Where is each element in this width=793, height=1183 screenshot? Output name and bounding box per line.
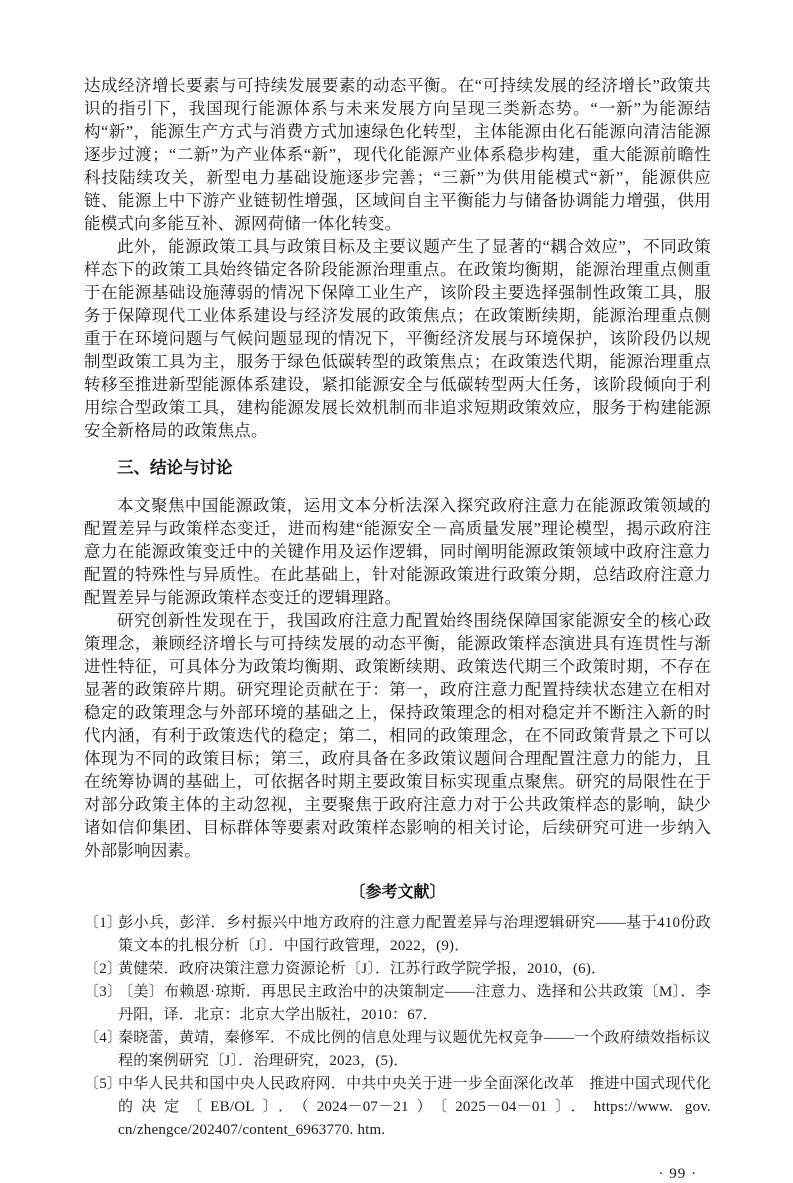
paragraph-summary: 本文聚焦中国能源政策，运用文本分析法深入探究政府注意力在能源政策领域的配置差异与政策样态变迁，进而构建“能源安全－高质量发展”理论模型，揭示政府注意力在能源政策变迁中的关键作用及运作逻辑，同时阐明能源政策领域中政府注意力配置的特殊性与异质性。在此基础上，针对能源政策进行政策分期，总结政府注意力配置差异与能源政策样态变迁的逻辑理路。: [84, 496, 711, 607]
article-body: [84, 74, 711, 862]
paragraph-findings: 研究创新性发现在于，我国政府注意力配置始终围绕保障国家能源安全的核心政策理念，兼顾经济增长与可持续发展的动态平衡，能源政策样态演进具有连贯性与渐进性特征，可具体分为政策均衡期、政策断续期、政策迭代期三个政策时期，不存在显著的政策碎片期。研究理论贡献在于：第一，政府注意力配置持续状态建立在相对稳定的政策理念与外部环境的基础之上，保持政策理念的相对稳定并不断注入新的时代内涵，有利于政策迭代的稳定；第二，相同的政策理念，在不同政策背景之下可以体现为不同的政策目标；第三，政府具备在多政策议题间合理配置注意力的能力，且在统筹协调的基础上，可依据各时期主要政策目标实现重点聚焦。研究的局限性在于对部分政策主体的主动忽视，主要聚焦于政府注意力对于公共政策样态的影响，缺少诸如信仰集团、目标群体等要素对政策样态影响的相关讨论，后续研究可进一步纳入外部影响因素。: [84, 611, 711, 860]
reference-text: 〔美〕布赖恩·琼斯．再思民主政治中的决策制定——注意力、选择和公共政策〔M〕．李丹阳，译．北京：北京大学出版社，2010：67．: [118, 984, 711, 1023]
reference-label: 〔1〕: [84, 915, 123, 931]
references-heading: 〔参考文献〕: [349, 884, 446, 901]
reference-item-3: [84, 981, 711, 1027]
reference-text: 黄健荣．政府决策注意力资源论析〔J〕．江苏行政学院学报，2010，(6)．: [118, 961, 607, 977]
reference-item-1: [84, 912, 711, 958]
reference-label: 〔3〕: [84, 984, 123, 1000]
reference-item-2: [84, 958, 711, 981]
reference-label: 〔2〕: [84, 961, 123, 977]
reference-text: 秦晓蕾，黄靖，秦修军．不成比例的信息处理与议题优先权竞争——一个政府绩效指标议程的案例研究〔J〕．治理研究，2023，(5)．: [118, 1030, 711, 1069]
section-heading-conclusion: 三、结论与讨论: [117, 459, 233, 477]
reference-label: 〔5〕: [84, 1076, 123, 1092]
reference-item-4: [84, 1027, 711, 1073]
paragraph-continuation: 达成经济增长要素与可持续发展要素的动态平衡。在“可持续发展的经济增长”政策共识的指引下，我国现行能源体系与未来发展方向呈现三类新态势。“一新”为能源结构“新”，能源生产方式与消费方式加速绿色化转型，主体能源由化石能源向清洁能源逐步过渡；“二新”为产业体系“新”，现代化能源产业体系稳步构建，重大能源前瞻性科技陆续攻关，新型电力基础设施逐步完善；“三新”为供用能模式“新”，能源供应链、能源上中下游产业链韧性增强，区域间自主平衡能力与储备协调能力增强，供用能模式向多能互补、源网荷储一体化转变。: [84, 76, 711, 233]
page-number: · 99 ·: [658, 1166, 697, 1182]
reference-text: 彭小兵，彭洋．乡村振兴中地方政府的注意力配置差异与治理逻辑研究——基于410份政策文本的扎根分析〔J〕．中国行政管理，2022，(9)．: [118, 915, 711, 954]
reference-label: 〔4〕: [84, 1030, 123, 1046]
references-section: [84, 883, 711, 1142]
paragraph-coupling-effect: 此外，能源政策工具与政策目标及主要议题产生了显著的“耦合效应”，不同政策样态下的政策工具始终锚定各阶段能源治理重点。在政策均衡期，能源治理重点侧重于在能源基础设施薄弱的情况下保障工业生产，该阶段主要选择强制性政策工具，服务于保障现代工业体系建设与经济发展的政策焦点；在政策断续期，能源治理重点侧重于在环境问题与气候问题显现的情况下，平衡经济发展与环境保护，该阶段仍以规制型政策工具为主，服务于绿色低碳转型的政策焦点；在政策迭代期，能源治理重点转移至推进新型能源体系建设，紧扣能源安全与低碳转型两大任务，该阶段倾向于利用综合型政策工具，建构能源发展长效机制而非追求短期政策效应，服务于构建能源安全新格局的政策焦点。: [84, 237, 711, 440]
reference-item-5: [84, 1073, 711, 1142]
reference-text: 中华人民共和国中央人民政府网．中共中央关于进一步全面深化改革 推进中国式现代化的决定〔EB/OL〕．（2024－07－21）〔2025－04－01〕．https://www. gov. cn/zhengce/202407/content_6963770. htm.: [118, 1076, 711, 1138]
